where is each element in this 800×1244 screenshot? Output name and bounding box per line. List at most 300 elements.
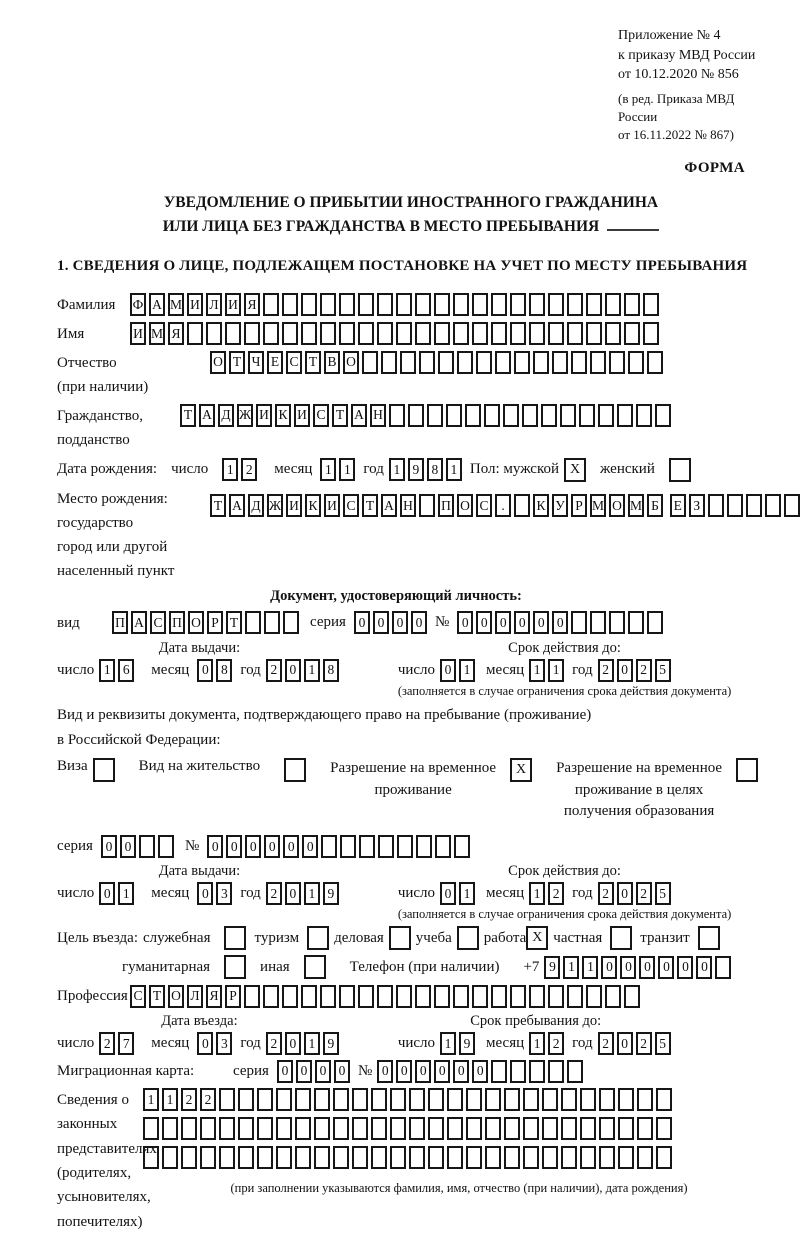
char-cell[interactable] [510, 293, 526, 316]
char-cell[interactable]: И [187, 293, 203, 316]
char-cell[interactable] [636, 404, 652, 427]
char-cell[interactable]: 0 [197, 659, 213, 682]
char-cell[interactable]: 0 [552, 611, 568, 634]
char-cell[interactable] [605, 322, 621, 345]
char-cell[interactable] [599, 1088, 615, 1111]
char-cell[interactable] [358, 985, 374, 1008]
char-cell[interactable] [643, 322, 659, 345]
char-cell[interactable] [320, 985, 336, 1008]
char-cell[interactable] [428, 1088, 444, 1111]
char-cell[interactable]: 1 [459, 659, 475, 682]
char-cell[interactable] [333, 1146, 349, 1169]
char-cell[interactable]: 0 [415, 1060, 431, 1083]
char-cell[interactable]: 1 [99, 659, 115, 682]
char-cell[interactable] [624, 985, 640, 1008]
char-cell[interactable]: 0 [285, 1032, 301, 1055]
char-cell[interactable] [397, 835, 413, 858]
char-cell[interactable] [504, 1088, 520, 1111]
char-cell[interactable] [139, 835, 155, 858]
char-cell[interactable] [765, 494, 781, 517]
char-cell[interactable] [567, 293, 583, 316]
char-cell[interactable] [276, 1146, 292, 1169]
char-cell[interactable] [708, 494, 724, 517]
char-cell[interactable] [504, 1117, 520, 1140]
char-cell[interactable]: 7 [118, 1032, 134, 1055]
char-cell[interactable]: 0 [411, 611, 427, 634]
char-cell[interactable]: 0 [197, 1032, 213, 1055]
char-cell[interactable]: 0 [120, 835, 136, 858]
char-cell[interactable] [656, 1117, 672, 1140]
char-cell[interactable] [605, 293, 621, 316]
char-cell[interactable]: 0 [264, 835, 280, 858]
residence-permit-checkbox[interactable] [284, 758, 306, 782]
char-cell[interactable]: 1 [304, 1032, 320, 1055]
char-cell[interactable]: 1 [563, 956, 579, 979]
char-cell[interactable] [510, 985, 526, 1008]
char-cell[interactable] [409, 1146, 425, 1169]
char-cell[interactable] [378, 835, 394, 858]
char-cell[interactable]: З [689, 494, 705, 517]
char-cell[interactable] [225, 322, 241, 345]
char-cell[interactable] [491, 1060, 507, 1083]
char-cell[interactable] [567, 322, 583, 345]
char-cell[interactable]: 1 [162, 1088, 178, 1111]
char-cell[interactable]: 0 [315, 1060, 331, 1083]
char-cell[interactable]: 0 [434, 1060, 450, 1083]
char-cell[interactable]: 9 [544, 956, 560, 979]
char-cell[interactable]: П [112, 611, 128, 634]
char-cell[interactable] [656, 1146, 672, 1169]
char-cell[interactable]: 1 [582, 956, 598, 979]
char-cell[interactable] [624, 293, 640, 316]
char-cell[interactable] [784, 494, 800, 517]
char-cell[interactable] [359, 835, 375, 858]
char-cell[interactable]: 3 [216, 882, 232, 905]
char-cell[interactable]: О [168, 985, 184, 1008]
char-cell[interactable]: 2 [200, 1088, 216, 1111]
char-cell[interactable] [352, 1117, 368, 1140]
visa-checkbox[interactable] [93, 758, 115, 782]
char-cell[interactable]: 1 [459, 882, 475, 905]
char-cell[interactable] [257, 1117, 273, 1140]
char-cell[interactable]: Я [244, 293, 260, 316]
char-cell[interactable] [590, 611, 606, 634]
char-cell[interactable] [503, 404, 519, 427]
char-cell[interactable] [314, 1146, 330, 1169]
char-cell[interactable] [257, 1088, 273, 1111]
char-cell[interactable]: 0 [392, 611, 408, 634]
char-cell[interactable] [643, 293, 659, 316]
char-cell[interactable]: 9 [323, 1032, 339, 1055]
char-cell[interactable] [561, 1088, 577, 1111]
char-cell[interactable] [580, 1146, 596, 1169]
char-cell[interactable] [655, 404, 671, 427]
char-cell[interactable] [618, 1088, 634, 1111]
sex-female-checkbox[interactable] [669, 458, 691, 482]
char-cell[interactable] [396, 322, 412, 345]
char-cell[interactable] [428, 1146, 444, 1169]
char-cell[interactable]: 1 [304, 659, 320, 682]
char-cell[interactable] [409, 1088, 425, 1111]
char-cell[interactable] [637, 1146, 653, 1169]
char-cell[interactable]: 1 [389, 458, 405, 481]
char-cell[interactable] [238, 1117, 254, 1140]
char-cell[interactable] [419, 351, 435, 374]
char-cell[interactable]: П [169, 611, 185, 634]
char-cell[interactable] [415, 985, 431, 1008]
char-cell[interactable] [523, 1146, 539, 1169]
char-cell[interactable] [415, 322, 431, 345]
char-cell[interactable]: 0 [476, 611, 492, 634]
char-cell[interactable]: Б [647, 494, 663, 517]
char-cell[interactable]: О [210, 351, 226, 374]
char-cell[interactable] [362, 351, 378, 374]
char-cell[interactable] [514, 351, 530, 374]
sex-male-checkbox[interactable]: X [564, 458, 586, 482]
char-cell[interactable] [542, 1088, 558, 1111]
char-cell[interactable] [457, 351, 473, 374]
char-cell[interactable]: А [381, 494, 397, 517]
char-cell[interactable]: 0 [453, 1060, 469, 1083]
char-cell[interactable]: 2 [241, 458, 257, 481]
purpose-tourism-checkbox[interactable] [307, 926, 329, 950]
char-cell[interactable] [358, 293, 374, 316]
char-cell[interactable]: П [438, 494, 454, 517]
char-cell[interactable]: 0 [285, 659, 301, 682]
char-cell[interactable]: 2 [548, 1032, 564, 1055]
char-cell[interactable] [485, 1088, 501, 1111]
char-cell[interactable]: С [313, 404, 329, 427]
char-cell[interactable] [485, 1146, 501, 1169]
char-cell[interactable] [321, 835, 337, 858]
char-cell[interactable]: С [150, 611, 166, 634]
char-cell[interactable] [637, 1088, 653, 1111]
char-cell[interactable]: 0 [285, 882, 301, 905]
char-cell[interactable] [599, 1117, 615, 1140]
char-cell[interactable]: 0 [440, 882, 456, 905]
char-cell[interactable] [542, 1146, 558, 1169]
char-cell[interactable]: К [305, 494, 321, 517]
title-blank-line[interactable] [607, 218, 659, 231]
char-cell[interactable]: Т [332, 404, 348, 427]
char-cell[interactable] [476, 351, 492, 374]
purpose-work-checkbox[interactable]: X [526, 926, 548, 950]
char-cell[interactable] [276, 1088, 292, 1111]
char-cell[interactable]: Д [248, 494, 264, 517]
char-cell[interactable]: О [188, 611, 204, 634]
char-cell[interactable] [377, 985, 393, 1008]
char-cell[interactable] [428, 1117, 444, 1140]
char-cell[interactable]: У [552, 494, 568, 517]
char-cell[interactable] [504, 1146, 520, 1169]
char-cell[interactable] [453, 322, 469, 345]
char-cell[interactable] [533, 351, 549, 374]
char-cell[interactable] [647, 351, 663, 374]
char-cell[interactable]: 9 [408, 458, 424, 481]
char-cell[interactable] [396, 985, 412, 1008]
char-cell[interactable]: 2 [598, 659, 614, 682]
char-cell[interactable]: 0 [617, 1032, 633, 1055]
char-cell[interactable]: 1 [304, 882, 320, 905]
char-cell[interactable] [143, 1117, 159, 1140]
char-cell[interactable]: 1 [529, 1032, 545, 1055]
char-cell[interactable] [472, 985, 488, 1008]
char-cell[interactable] [263, 322, 279, 345]
char-cell[interactable] [561, 1117, 577, 1140]
char-cell[interactable]: Ж [237, 404, 253, 427]
char-cell[interactable] [466, 1146, 482, 1169]
char-cell[interactable] [339, 293, 355, 316]
rvp-edu-checkbox[interactable] [736, 758, 758, 782]
char-cell[interactable] [618, 1146, 634, 1169]
char-cell[interactable]: А [351, 404, 367, 427]
char-cell[interactable] [472, 322, 488, 345]
purpose-study-checkbox[interactable] [457, 926, 479, 950]
char-cell[interactable]: Е [670, 494, 686, 517]
char-cell[interactable] [339, 322, 355, 345]
char-cell[interactable] [628, 351, 644, 374]
char-cell[interactable]: М [168, 293, 184, 316]
char-cell[interactable]: К [533, 494, 549, 517]
char-cell[interactable]: 8 [427, 458, 443, 481]
char-cell[interactable] [381, 351, 397, 374]
char-cell[interactable]: С [343, 494, 359, 517]
char-cell[interactable] [609, 611, 625, 634]
char-cell[interactable] [340, 835, 356, 858]
char-cell[interactable]: 9 [323, 882, 339, 905]
char-cell[interactable]: М [590, 494, 606, 517]
char-cell[interactable] [586, 322, 602, 345]
char-cell[interactable]: 9 [459, 1032, 475, 1055]
char-cell[interactable]: Ч [248, 351, 264, 374]
char-cell[interactable] [158, 835, 174, 858]
char-cell[interactable] [491, 293, 507, 316]
char-cell[interactable]: Р [225, 985, 241, 1008]
char-cell[interactable]: 0 [101, 835, 117, 858]
char-cell[interactable] [352, 1146, 368, 1169]
char-cell[interactable] [257, 1146, 273, 1169]
char-cell[interactable]: 1 [222, 458, 238, 481]
char-cell[interactable] [162, 1117, 178, 1140]
char-cell[interactable]: Ж [267, 494, 283, 517]
char-cell[interactable] [283, 611, 299, 634]
char-cell[interactable]: Н [370, 404, 386, 427]
char-cell[interactable]: 0 [617, 659, 633, 682]
char-cell[interactable]: А [149, 293, 165, 316]
char-cell[interactable]: 2 [598, 1032, 614, 1055]
char-cell[interactable]: С [476, 494, 492, 517]
char-cell[interactable]: 0 [373, 611, 389, 634]
char-cell[interactable]: Т [149, 985, 165, 1008]
purpose-business-checkbox[interactable] [389, 926, 411, 950]
char-cell[interactable] [529, 293, 545, 316]
char-cell[interactable] [339, 985, 355, 1008]
char-cell[interactable]: 2 [636, 1032, 652, 1055]
char-cell[interactable]: В [324, 351, 340, 374]
char-cell[interactable] [548, 322, 564, 345]
char-cell[interactable] [567, 1060, 583, 1083]
char-cell[interactable] [647, 611, 663, 634]
char-cell[interactable] [552, 351, 568, 374]
char-cell[interactable] [295, 1088, 311, 1111]
char-cell[interactable] [522, 404, 538, 427]
char-cell[interactable] [447, 1117, 463, 1140]
char-cell[interactable]: А [131, 611, 147, 634]
char-cell[interactable] [390, 1117, 406, 1140]
char-cell[interactable]: И [130, 322, 146, 345]
char-cell[interactable]: 6 [118, 659, 134, 682]
char-cell[interactable] [579, 404, 595, 427]
char-cell[interactable] [416, 835, 432, 858]
char-cell[interactable] [523, 1088, 539, 1111]
char-cell[interactable]: 2 [266, 659, 282, 682]
char-cell[interactable] [244, 985, 260, 1008]
char-cell[interactable] [408, 404, 424, 427]
char-cell[interactable]: 1 [320, 458, 336, 481]
char-cell[interactable]: С [286, 351, 302, 374]
char-cell[interactable]: О [343, 351, 359, 374]
char-cell[interactable]: О [457, 494, 473, 517]
char-cell[interactable]: И [286, 494, 302, 517]
char-cell[interactable]: Т [210, 494, 226, 517]
char-cell[interactable] [529, 985, 545, 1008]
char-cell[interactable] [447, 1088, 463, 1111]
char-cell[interactable]: 2 [548, 882, 564, 905]
purpose-official-checkbox[interactable] [224, 926, 246, 950]
char-cell[interactable]: . [495, 494, 511, 517]
char-cell[interactable] [628, 611, 644, 634]
char-cell[interactable] [409, 1117, 425, 1140]
char-cell[interactable] [301, 322, 317, 345]
char-cell[interactable] [715, 956, 731, 979]
char-cell[interactable]: Т [362, 494, 378, 517]
char-cell[interactable] [446, 404, 462, 427]
char-cell[interactable] [510, 1060, 526, 1083]
char-cell[interactable]: К [275, 404, 291, 427]
char-cell[interactable]: Ф [130, 293, 146, 316]
char-cell[interactable] [624, 322, 640, 345]
char-cell[interactable] [523, 1117, 539, 1140]
char-cell[interactable] [181, 1117, 197, 1140]
char-cell[interactable] [245, 611, 261, 634]
char-cell[interactable] [263, 985, 279, 1008]
char-cell[interactable] [282, 985, 298, 1008]
char-cell[interactable] [580, 1117, 596, 1140]
char-cell[interactable] [609, 351, 625, 374]
char-cell[interactable] [282, 293, 298, 316]
char-cell[interactable] [400, 351, 416, 374]
char-cell[interactable]: 2 [636, 659, 652, 682]
char-cell[interactable] [529, 322, 545, 345]
char-cell[interactable] [352, 1088, 368, 1111]
char-cell[interactable] [181, 1146, 197, 1169]
char-cell[interactable]: 0 [514, 611, 530, 634]
char-cell[interactable] [314, 1117, 330, 1140]
char-cell[interactable] [599, 1146, 615, 1169]
char-cell[interactable] [295, 1117, 311, 1140]
char-cell[interactable]: 0 [440, 659, 456, 682]
char-cell[interactable] [371, 1117, 387, 1140]
char-cell[interactable] [548, 293, 564, 316]
purpose-humanitarian-checkbox[interactable] [224, 955, 246, 979]
char-cell[interactable] [371, 1146, 387, 1169]
char-cell[interactable]: 2 [266, 882, 282, 905]
char-cell[interactable]: 0 [495, 611, 511, 634]
char-cell[interactable]: 5 [655, 1032, 671, 1055]
char-cell[interactable] [415, 293, 431, 316]
char-cell[interactable] [238, 1146, 254, 1169]
char-cell[interactable] [586, 985, 602, 1008]
char-cell[interactable] [295, 1146, 311, 1169]
char-cell[interactable]: 0 [207, 835, 223, 858]
char-cell[interactable]: И [225, 293, 241, 316]
char-cell[interactable]: 2 [266, 1032, 282, 1055]
char-cell[interactable] [454, 835, 470, 858]
char-cell[interactable] [314, 1088, 330, 1111]
char-cell[interactable]: 0 [283, 835, 299, 858]
char-cell[interactable]: 5 [655, 882, 671, 905]
char-cell[interactable] [586, 293, 602, 316]
char-cell[interactable] [206, 322, 222, 345]
char-cell[interactable] [390, 1088, 406, 1111]
char-cell[interactable]: 0 [302, 835, 318, 858]
char-cell[interactable] [377, 293, 393, 316]
char-cell[interactable]: 1 [143, 1088, 159, 1111]
char-cell[interactable]: 0 [226, 835, 242, 858]
char-cell[interactable] [514, 494, 530, 517]
char-cell[interactable] [727, 494, 743, 517]
char-cell[interactable] [219, 1146, 235, 1169]
char-cell[interactable] [434, 293, 450, 316]
char-cell[interactable] [200, 1146, 216, 1169]
char-cell[interactable]: Т [180, 404, 196, 427]
char-cell[interactable]: 0 [334, 1060, 350, 1083]
char-cell[interactable]: С [130, 985, 146, 1008]
char-cell[interactable] [238, 1088, 254, 1111]
char-cell[interactable] [560, 404, 576, 427]
char-cell[interactable]: 0 [377, 1060, 393, 1083]
char-cell[interactable]: 2 [636, 882, 652, 905]
char-cell[interactable] [466, 1088, 482, 1111]
char-cell[interactable]: Т [229, 351, 245, 374]
char-cell[interactable]: 1 [548, 659, 564, 682]
char-cell[interactable] [301, 985, 317, 1008]
char-cell[interactable] [377, 322, 393, 345]
char-cell[interactable] [656, 1088, 672, 1111]
char-cell[interactable] [434, 322, 450, 345]
char-cell[interactable] [219, 1117, 235, 1140]
char-cell[interactable]: 0 [472, 1060, 488, 1083]
purpose-private-checkbox[interactable] [610, 926, 632, 950]
char-cell[interactable] [301, 293, 317, 316]
char-cell[interactable] [371, 1088, 387, 1111]
char-cell[interactable] [447, 1146, 463, 1169]
char-cell[interactable] [419, 494, 435, 517]
char-cell[interactable] [244, 322, 260, 345]
char-cell[interactable]: 2 [598, 882, 614, 905]
char-cell[interactable]: Р [207, 611, 223, 634]
char-cell[interactable] [618, 1117, 634, 1140]
char-cell[interactable]: 0 [457, 611, 473, 634]
char-cell[interactable]: 3 [216, 1032, 232, 1055]
char-cell[interactable]: 1 [529, 882, 545, 905]
char-cell[interactable]: А [199, 404, 215, 427]
char-cell[interactable] [333, 1117, 349, 1140]
char-cell[interactable]: Т [305, 351, 321, 374]
char-cell[interactable]: 0 [396, 1060, 412, 1083]
char-cell[interactable] [548, 1060, 564, 1083]
char-cell[interactable] [333, 1088, 349, 1111]
